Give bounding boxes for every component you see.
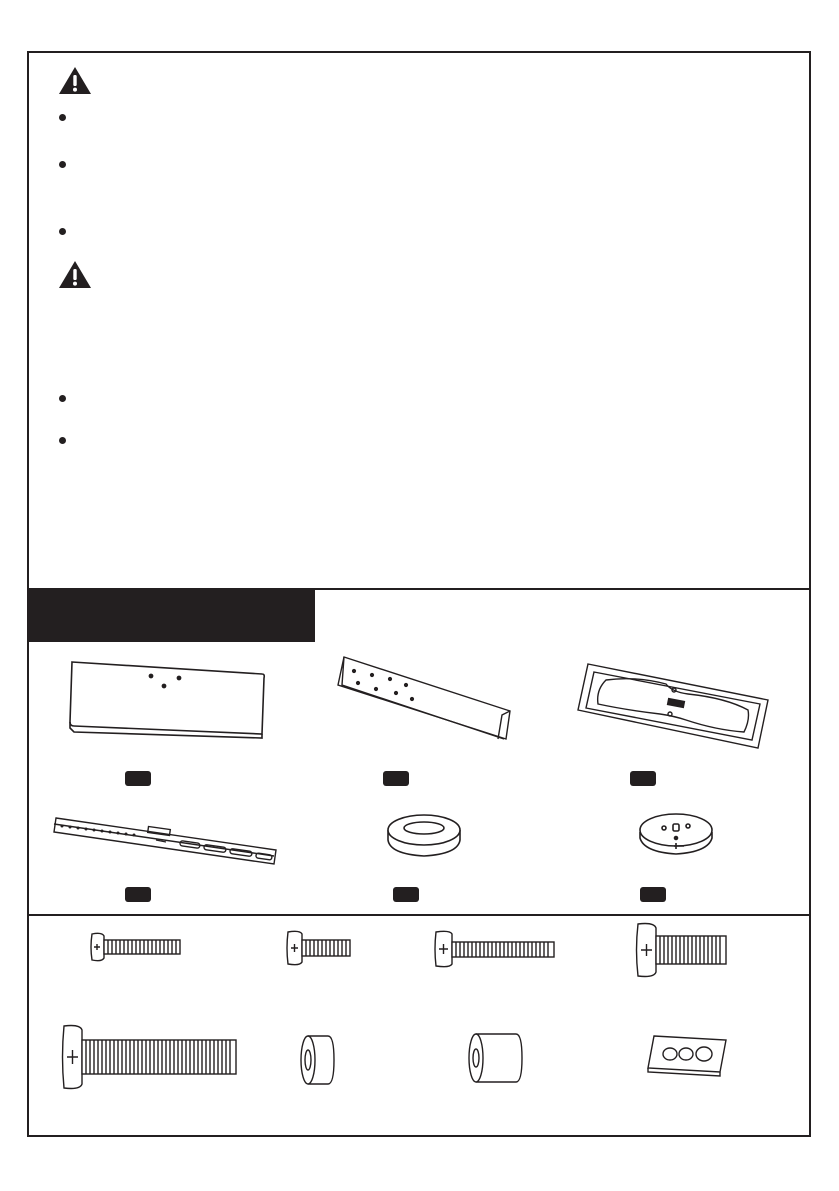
screw-long <box>432 928 558 970</box>
bullet-icon <box>59 114 66 121</box>
spacer-short <box>298 1030 338 1090</box>
three-hole-plate <box>644 1034 730 1078</box>
part-tag-base-plate <box>125 771 151 786</box>
screw-short <box>284 928 354 968</box>
round-cap-cover <box>636 810 716 856</box>
warning-triangle-icon <box>58 260 92 289</box>
warning-triangle-icon <box>58 66 92 95</box>
bullet-icon <box>59 228 66 235</box>
part-tag-oval-ring-cover <box>393 887 419 902</box>
wall-rail-bracket <box>52 814 280 868</box>
bullet-icon <box>59 161 66 168</box>
tv-frame-plate <box>576 660 772 752</box>
bolt-large <box>60 1022 240 1092</box>
column-bracket <box>334 655 514 743</box>
screw-wide <box>634 920 730 980</box>
part-tag-column-bracket <box>383 771 409 786</box>
bullet-icon <box>59 395 66 402</box>
hardware-section-divider <box>27 914 811 916</box>
part-tag-round-cap-cover <box>640 887 666 902</box>
part-tag-wall-rail-bracket <box>125 887 151 902</box>
bullet-icon <box>59 437 66 444</box>
base-plate <box>66 658 270 742</box>
part-tag-tv-frame-plate <box>630 771 656 786</box>
oval-ring-cover <box>384 810 464 858</box>
spacer-tall <box>466 1030 526 1086</box>
screw-medium <box>88 930 184 964</box>
parts-list-banner <box>28 589 315 642</box>
